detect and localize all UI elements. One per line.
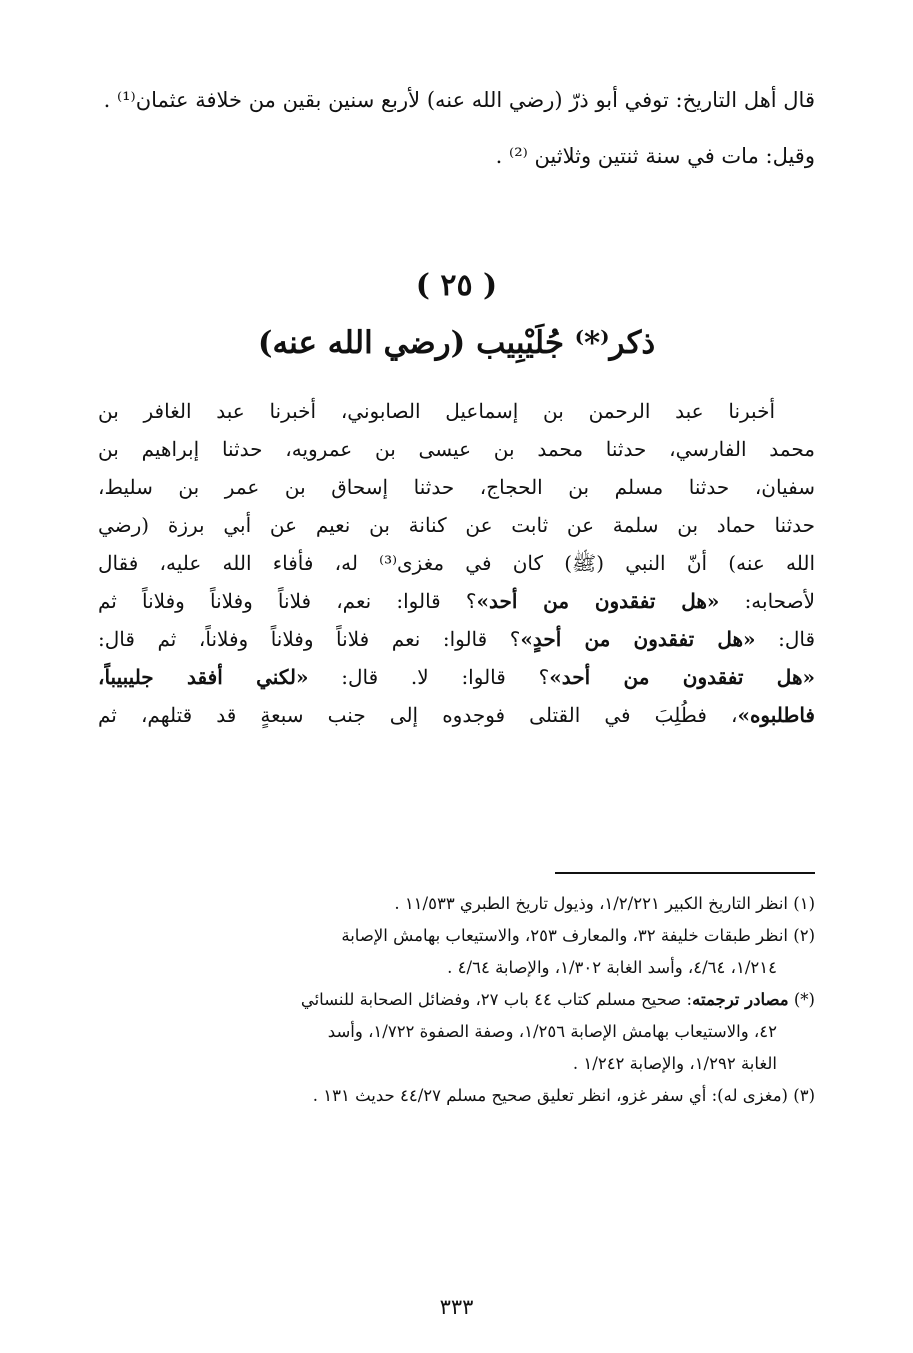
- intro-text: [98, 78, 815, 178]
- text-line: حدثنا حماد بن سلمة عن ثابت عن كنانة بن نعيم عن أبي برزة (رضي: [98, 513, 816, 537]
- text-run: لأصحابه:: [719, 589, 815, 613]
- hadith-quote: «لكني أفقد جليبيباً،: [98, 665, 309, 689]
- footnote-star-continued: الغابة ١/٢٩٢، والإصابة ١/٢٤٢ .: [572, 1054, 777, 1073]
- footnote-star: [98, 984, 815, 1016]
- hadith-quote: «هل تفقدون من أحد»: [476, 589, 720, 613]
- footnote-3: (٣) (مغزى له): أي سفر غزو، انظر تعليق صحيح مسلم ٤٤/٢٧ حديث ١٣١ .: [312, 1086, 815, 1105]
- hadith-quote: «هل تفقدون من أحدٍ»: [520, 627, 756, 651]
- footnote-label: مصادر ترجمته: [692, 990, 789, 1009]
- page-number: ٣٣٣: [439, 1295, 474, 1319]
- footnote-1: (١) انظر التاريخ الكبير ١/٢/٢٢١، وذيول تاريخ الطبري ١١/٥٣٣ .: [394, 894, 815, 913]
- alternate-death-paragraph: وقيل: مات في سنة ثنتين وثلاثين ⁽²⁾ .: [495, 144, 815, 168]
- footnote-2: (٢) انظر طبقات خليفة ٣٢، والمعارف ٢٥٣، والاستيعاب بهامش الإصابة: [341, 926, 815, 945]
- death-date-paragraph: قال أهل التاريخ: توفي أبو ذرّ (رضي الله عنه) لأربع سنين بقين من خلافة عثمان⁽¹⁾ .: [103, 88, 815, 112]
- footnote-2-continued: ١/٢١٤، ٤/٦٤، وأسد الغابة ١/٣٠٢، والإصابة ٤/٦٤ .: [447, 958, 777, 977]
- text-run: ؟ قالوا: نعم فلاناً وفلاناً وفلاناً، ثم قال:: [98, 627, 521, 651]
- text-line: [98, 582, 815, 620]
- footnote-star-continued: ٤٢، والاستيعاب بهامش الإصابة ١/٢٥٦، وصفة الصفوة ١/٧٢٢، وأسد: [327, 1022, 777, 1041]
- text-line: [98, 696, 815, 734]
- text-line: [98, 620, 815, 658]
- text-line: [98, 658, 815, 696]
- text-run: (*): [788, 990, 815, 1009]
- text-run: ؟ قالوا: نعم، فلاناً وفلاناً وفلاناً ثم: [98, 589, 477, 613]
- text-run: : صحيح مسلم كتاب ٤٤ باب ٢٧، وفضائل الصحابة للنسائي: [300, 990, 693, 1009]
- text-line: محمد الفارسي، حدثنا محمد بن عيسى بن عمرويه، حدثنا إبراهيم بن: [98, 437, 815, 461]
- text-line: سفيان، حدثنا مسلم بن الحجاج، حدثنا إسحاق بن عمر بن سليط،: [98, 475, 816, 499]
- chapter-title: ذكر⁽*⁾ جُلَيْبِيب (رضي الله عنه): [257, 325, 656, 361]
- text-run: ، فطُلِبَ في القتلى فوجدوه إلى جنب سبعةٍ قد قتلهم، ثم: [98, 703, 738, 727]
- footnotes: [98, 888, 815, 1112]
- hadith-quote: «هل تفقدون من أحد»: [549, 665, 815, 689]
- text-run: قال:: [755, 627, 815, 651]
- footnote-separator: [555, 872, 815, 874]
- text-line: أخبرنا عبد الرحمن بن إسماعيل الصابوني، أخبرنا عبد الغافر بن: [98, 399, 775, 423]
- hadith-quote: فاطلبوه»: [737, 703, 815, 727]
- main-text: [98, 392, 815, 734]
- text-run: ؟ قالوا: لا. قال:: [308, 665, 550, 689]
- chapter-number: ( ٢٥ ): [415, 268, 498, 303]
- text-line: الله عنه) أنّ النبي (ﷺ) كان في مغزى⁽³⁾ له، فأفاء الله عليه، فقال: [98, 551, 816, 575]
